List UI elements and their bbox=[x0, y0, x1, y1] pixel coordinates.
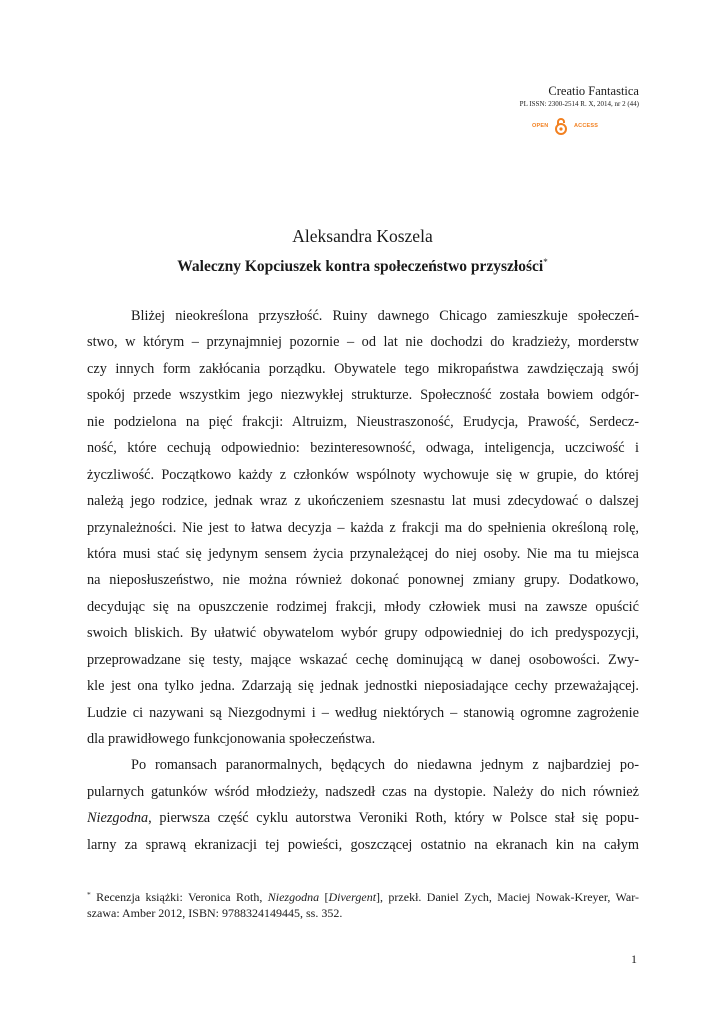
journal-name: Creatio Fantastica bbox=[548, 84, 639, 98]
body-line: Po romansach paranormalnych, będących do niedawna jednym z najbardziej po- bbox=[131, 757, 639, 774]
body-line-with-italic bbox=[87, 805, 639, 831]
article-title-text: Waleczny Kopciuszek kontra społeczeństwo przyszłości bbox=[177, 258, 544, 275]
journal-issn: PL ISSN: 2300-2514 R. X, 2014, nr 2 (44) bbox=[519, 100, 639, 108]
journal-header bbox=[520, 84, 639, 109]
body-line: na nieposłuszeństwo, nie można również dokonać ponownej zmiany grupy. Dodatkowo, bbox=[87, 572, 639, 589]
article-title bbox=[0, 257, 725, 276]
footnote-line: szawa: Amber 2012, ISBN: 9788324149445, ss. 352. bbox=[87, 906, 343, 920]
body-line: życzliwość. Początkowo każdy z członków wspólnoty wychowuje się w grupie, do której bbox=[87, 466, 639, 483]
footnote-original-title: Divergent bbox=[328, 890, 377, 904]
body-line: nie podzielona na pięć frakcji: Altruizm, Nieustraszoność, Erudycja, Prawość, Serdecz- bbox=[87, 413, 639, 430]
italic-title-suffix: , bbox=[148, 810, 152, 827]
body-line: przeprowadzane się testy, mające wskazać cechę dominującą w danej osobowości. Zwy- bbox=[87, 651, 639, 668]
open-access-logo bbox=[532, 117, 598, 135]
footnote-bracket-open: [ bbox=[324, 890, 329, 904]
body-line: Bliżej nieokreślona przyszłość. Ruiny dawnego Chicago zamieszkuje społeczeń- bbox=[131, 308, 639, 324]
body-line: kle jest ona tylko jedna. Zdarzają się jednak jednostki nieposiadające cechy przeważającej. bbox=[87, 678, 639, 695]
body-line: decydując się na opuszczenie rodzimej frakcji, młody człowiek musi na zawsze opuścić bbox=[87, 598, 639, 615]
body-line: larny za sprawą ekranizacji tej powieści, goszczącej ostatnio na ekranach kin na całym bbox=[87, 836, 639, 853]
page-number: 1 bbox=[631, 952, 637, 966]
footnote-mark: * bbox=[87, 890, 91, 899]
footnote-book-title: Niezgodna bbox=[267, 890, 320, 904]
article-author: Aleksandra Koszela bbox=[292, 226, 433, 246]
body-line: należą jego rodzice, jednak wraz z ukończeniem szesnastu lat musi zdecydować o dalszej bbox=[87, 493, 639, 510]
footnote-suffix: ], przekł. Daniel Zych, Maciej Nowak-Kreyer, War- bbox=[376, 890, 639, 904]
italic-book-title: Niezgodna bbox=[87, 810, 149, 827]
footnote-line bbox=[87, 885, 639, 904]
body-line: dla prawidłowego funkcjonowania społeczeństwa. bbox=[87, 731, 376, 747]
body-line: czy innych form zakłócania porządku. Obywatele tego mikropaństwa zawdzięczają swój bbox=[87, 360, 639, 377]
footnote-prefix: Recenzja książki: Veronica Roth, bbox=[96, 890, 263, 904]
body-line: która musi stać się jedynym sensem życia przynależącej do niej osoby. Nie ma tu miejsca bbox=[87, 545, 639, 562]
open-access-left-text: OPEN bbox=[532, 123, 549, 129]
open-access-right-text: ACCESS bbox=[574, 123, 599, 129]
body-line: przynależności. Nie jest to łatwa decyzja – każda z frakcji ma do spełnienia określoną rolę, bbox=[87, 519, 639, 536]
body-line: pularnych gatunków wśród młodzieży, nadszedł czas na dystopie. Należy do nich również bbox=[87, 783, 639, 800]
body-line: stwo, w którym – przynajmniej pozornie – od lat nie dochodzi do kradzieży, morderstw bbox=[87, 334, 639, 351]
title-footnote-mark: * bbox=[543, 257, 548, 267]
body-line: swoich bliskich. By ułatwić obywatelom wybór grupy odpowiedniej do ich predyspozycji, bbox=[87, 625, 639, 642]
footnote bbox=[87, 885, 639, 923]
body-line: Ludzie ci nazywani są Niezgodnymi i – według niektórych – stanowią ogromne zagrożenie bbox=[87, 704, 639, 721]
open-access-lock-icon bbox=[554, 117, 568, 135]
article-body bbox=[87, 303, 639, 858]
body-line-text: pierwsza część cyklu autorstwa Veroniki Roth, który w Polsce stał się popu- bbox=[159, 810, 639, 827]
body-line: ność, które cechują odpowiednio: bezinteresowność, odwaga, inteligencja, uczciwość i bbox=[87, 440, 639, 457]
body-line: spokój przede wszystkim jego niezwykłej strukturze. Społeczność została bowiem odgór- bbox=[87, 387, 639, 404]
